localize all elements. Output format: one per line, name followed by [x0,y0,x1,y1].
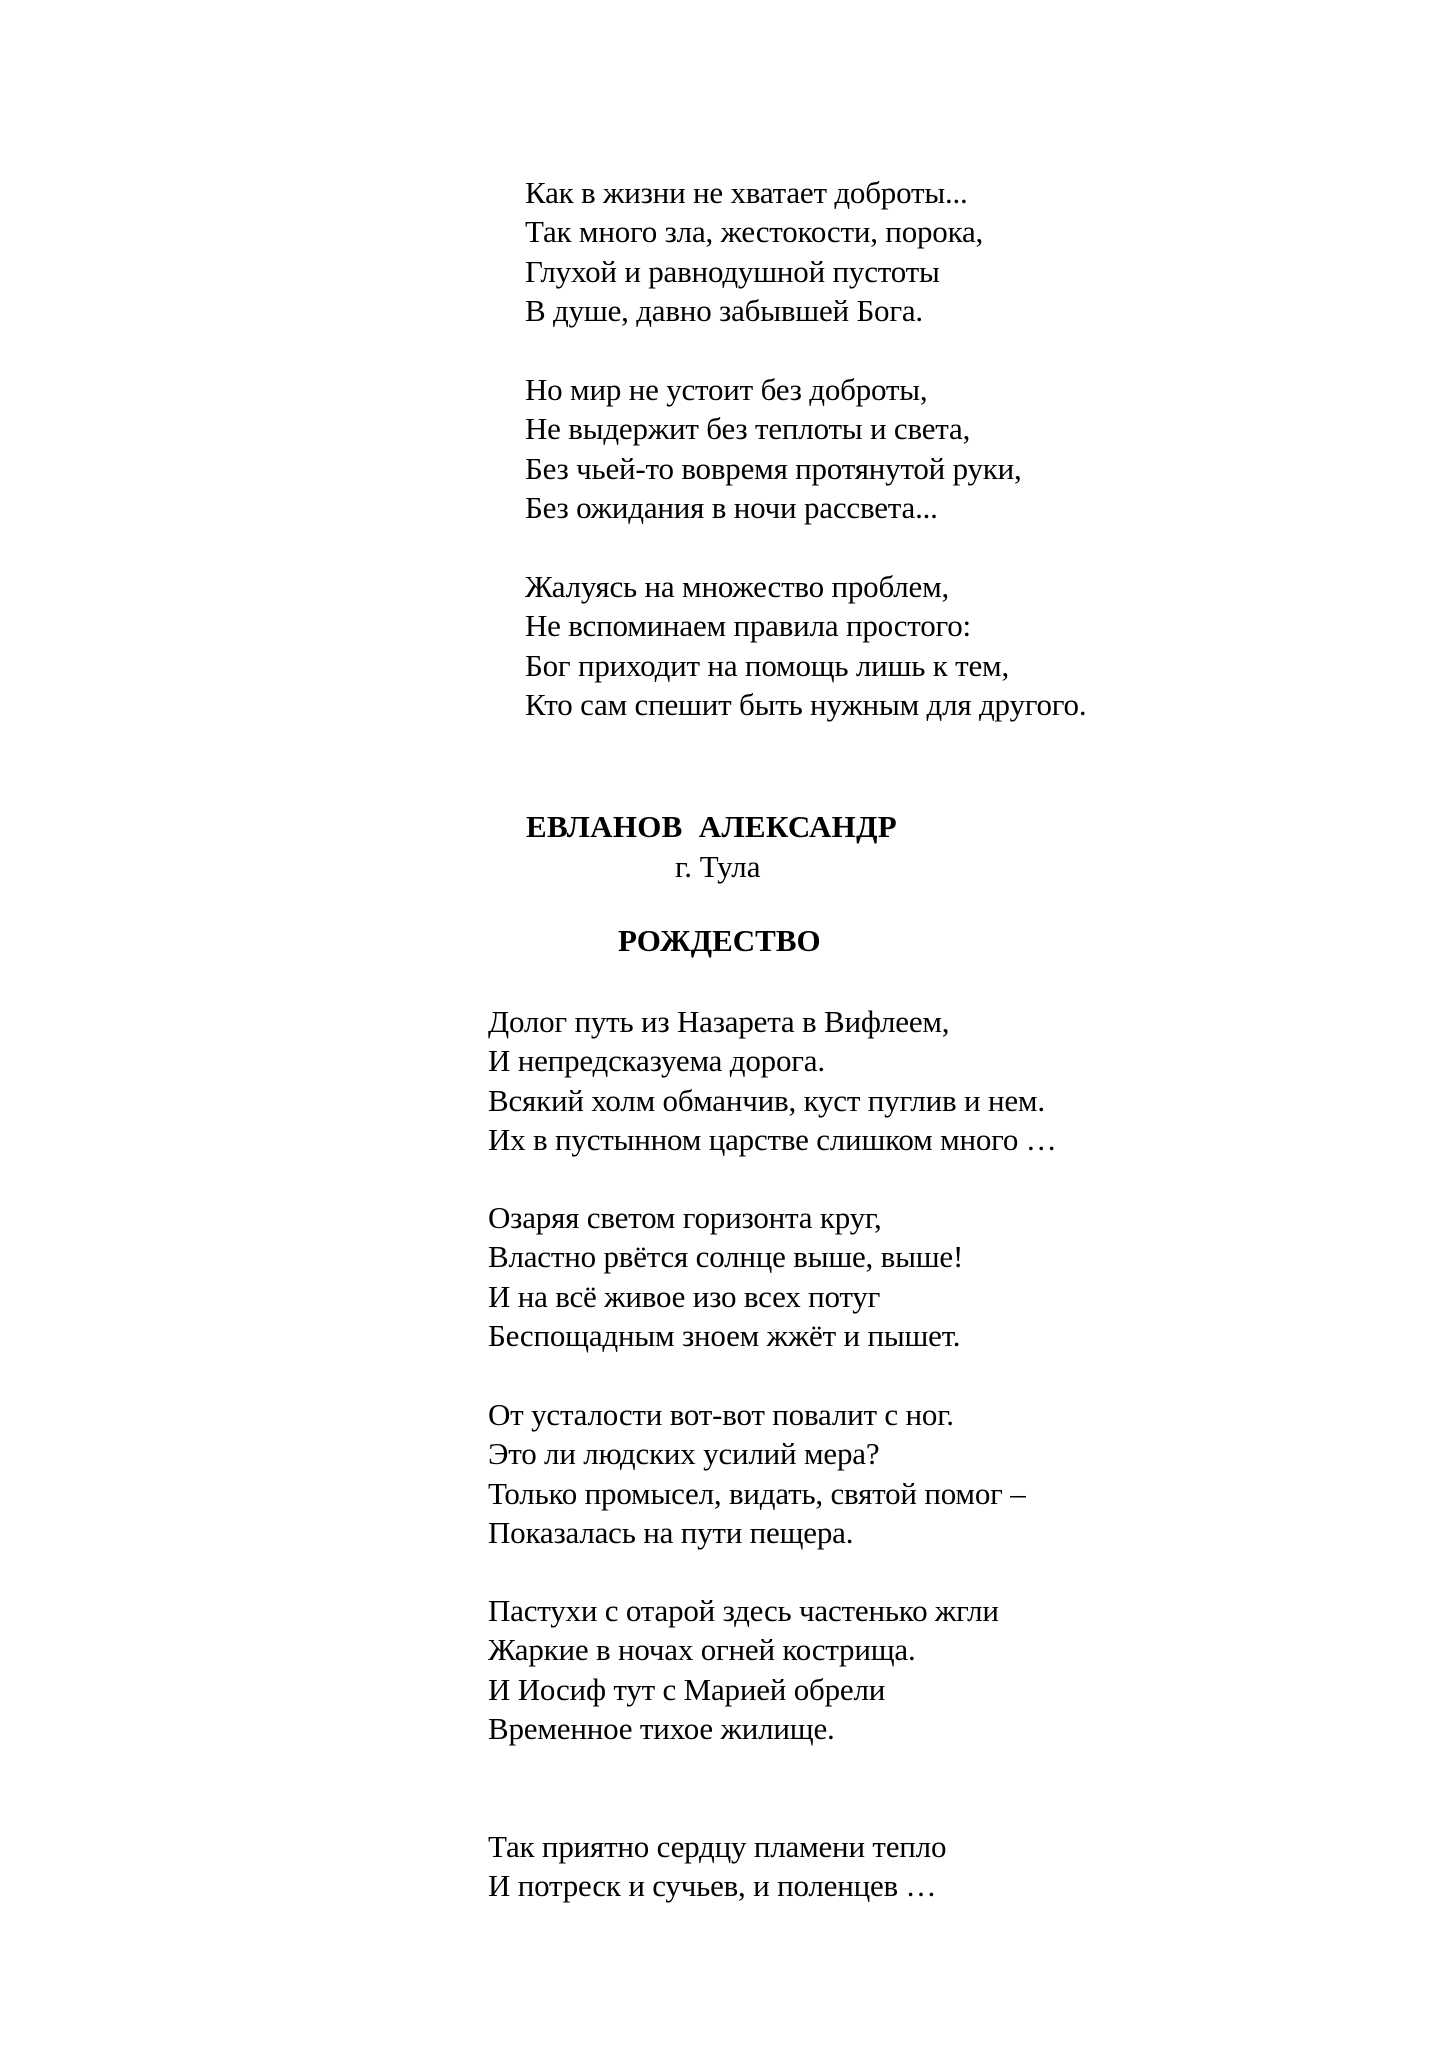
poem-line: И на всё живое изо всех потуг [488,1278,881,1314]
poem1-stanza-3 [525,567,1086,724]
poem-line: Глухой и равнодушной пустоты [525,253,940,289]
poem-line: От усталости вот-вот повалит с ног. [488,1397,954,1432]
poem-line: И непредсказуема дорога. [488,1043,825,1079]
poem-line: Не выдержит без теплоты и света, [525,411,971,447]
poem-line: Показалась на пути пещера. [488,1514,854,1550]
poem-line: Жалуясь на множество проблем, [525,569,950,604]
poem2-stanza-5 [488,1827,946,1906]
poem-line: И потреск и сучьев, и поленцев … [488,1868,937,1904]
poem-line: Так приятно сердцу пламени тепло [488,1829,947,1864]
poem-line: Это ли людских усилий мера? [488,1436,880,1472]
poem-line: Временное тихое жилище. [488,1710,835,1746]
poem-line: Как в жизни не хватает доброты... [525,175,968,210]
poem-line: Долог путь из Назарета в Вифлеем, [488,1004,950,1039]
poem1-stanza-1 [525,173,983,330]
poem1-stanza-2 [525,370,1022,527]
poem-line: Бог приходит на помощь лишь к тем, [525,647,1010,683]
poem-line: Их в пустынном царстве слишком много … [488,1121,1057,1157]
poem2-stanza-4 [488,1591,999,1748]
poem2-stanza-3 [488,1395,1026,1552]
poem-line: Озаряя светом горизонта круг, [488,1200,882,1235]
poem-line: И Иосиф тут с Марией обрели [488,1671,886,1707]
poem-line: Властно рвётся солнце выше, выше! [488,1239,964,1275]
poem-line: Без чьей-то вовремя протянутой руки, [525,450,1022,486]
poem-line: Беспощадным зноем жжёт и пышет. [488,1317,961,1353]
poem-line: Пастухи с отарой здесь частенько жгли [488,1593,999,1628]
author-name: ЕВЛАНОВ АЛЕКСАНДР [526,809,897,844]
poem-line: Без ожидания в ночи рассвета... [525,489,938,525]
poem-line: В душе, давно забывшей Бога. [525,292,923,328]
poem2-stanza-1 [488,1002,1057,1159]
poem2-stanza-2 [488,1198,963,1355]
poem-title: РОЖДЕСТВО [618,923,821,958]
poem-line: Так много зла, жестокости, порока, [525,214,984,250]
poem-line: Кто сам спешит быть нужным для другого. [525,686,1087,722]
poem-line: Только промысел, видать, святой помог – [488,1475,1026,1511]
poem-line: Жаркие в ночах огней кострища. [488,1632,916,1668]
poem-line: Не вспоминаем правила простого: [525,608,971,644]
poem-line: Но мир не устоит без доброты, [525,372,928,407]
poem-line: Всякий холм обманчив, куст пуглив и нем. [488,1082,1045,1118]
author-city: г. Тула [675,849,761,884]
